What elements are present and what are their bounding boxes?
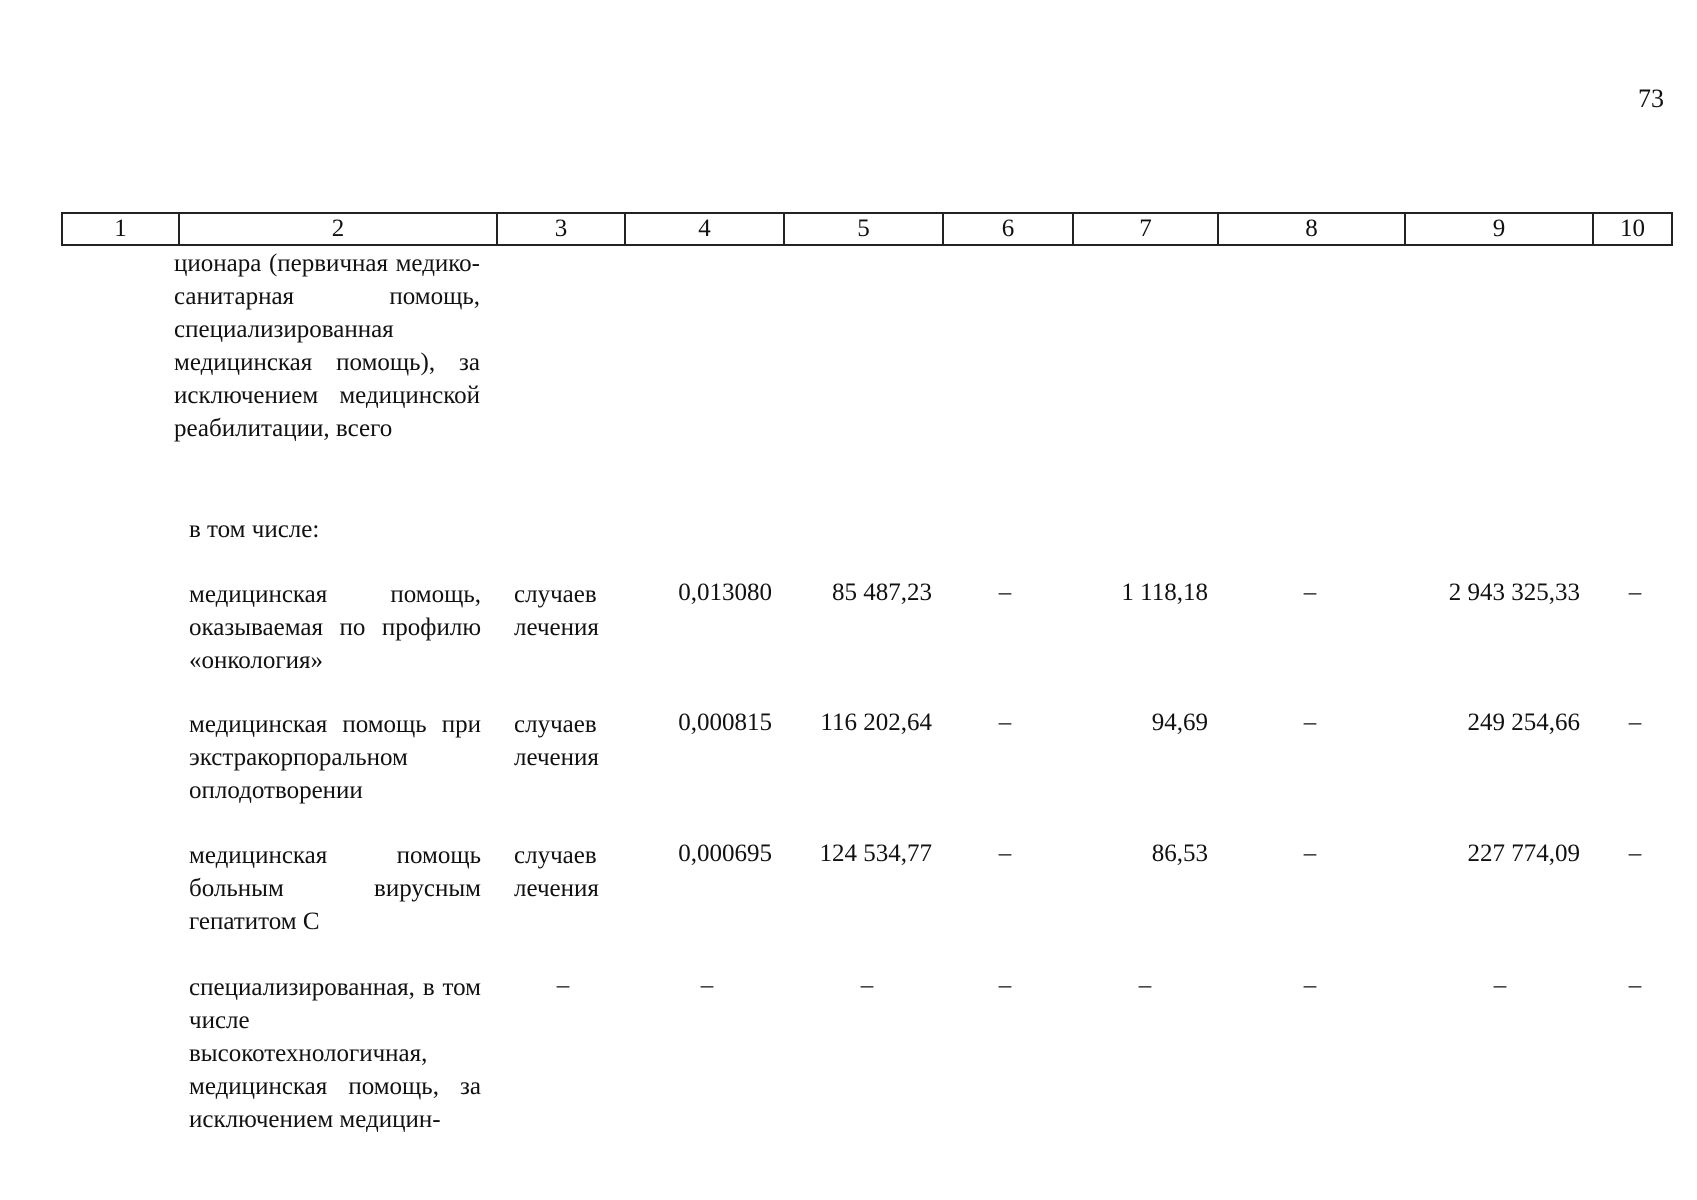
row-description: специализированная, в том числе высокотехнологичная, медицинская помощь, за исключением медицин- [189, 974, 481, 1133]
column-number-3: 3 [496, 214, 624, 244]
row-unit: случаев лечения [514, 581, 599, 641]
row-description: медицинская помощь больным вирусным гепатитом С [189, 842, 481, 935]
row-col10: – [1628, 579, 1642, 606]
row-col10: – [1628, 709, 1642, 736]
column-number-10: 10 [1592, 214, 1671, 244]
row-col8: – [1303, 709, 1317, 736]
column-number-7: 7 [1072, 214, 1217, 244]
column-number-6: 6 [942, 214, 1072, 244]
row-unit: случаев лечения [514, 842, 599, 902]
row-col5: 116 202,64 [820, 709, 932, 736]
row-col6: – [998, 579, 1012, 606]
intro-text: ционара (первичная медико-санитарная помощь, специализированная медицинская помощь), за исключением медицинской реабилитации, всего [174, 250, 480, 442]
row-col8: – [1303, 579, 1317, 606]
row-col4: 0,000695 [678, 840, 772, 867]
column-number-4: 4 [624, 214, 783, 244]
row-unit: – [556, 972, 570, 999]
column-number-1: 1 [114, 215, 127, 242]
row-col7: 86,53 [1151, 840, 1208, 867]
column-number-8: 8 [1217, 214, 1404, 244]
row-col6: – [998, 972, 1012, 999]
row-col8: – [1303, 972, 1317, 999]
column-number-2: 2 [178, 214, 496, 244]
row-col9: – [1493, 972, 1507, 999]
column-number-5: 5 [783, 214, 942, 244]
row-col4: 0,000815 [678, 709, 772, 736]
row-col4: – [700, 972, 714, 999]
row-col6: – [998, 840, 1012, 867]
row-col9: 249 254,66 [1467, 709, 1580, 736]
page-number: 73 [1638, 84, 1664, 113]
row-col7: – [1138, 972, 1152, 999]
row-unit: случаев лечения [514, 711, 599, 771]
row-col5: 85 487,23 [832, 579, 932, 606]
subheading: в том числе: [189, 516, 320, 543]
row-col7: 94,69 [1151, 709, 1208, 736]
row-description: медицинская помощь при экстракорпоральном оплодотворении [189, 711, 481, 804]
row-col5: 124 534,77 [819, 840, 932, 867]
row-col9: 227 774,09 [1467, 840, 1580, 867]
row-col7: 1 118,18 [1121, 579, 1208, 606]
row-description: медицинская помощь, оказываемая по профилю «онкология» [189, 581, 481, 674]
column-number-header [61, 212, 1673, 246]
row-col9: 2 943 325,33 [1448, 579, 1580, 606]
row-col5: – [860, 972, 874, 999]
row-col10: – [1628, 972, 1642, 999]
row-col4: 0,013080 [678, 579, 772, 606]
row-col8: – [1303, 840, 1317, 867]
column-number-9: 9 [1404, 214, 1592, 244]
row-col10: – [1628, 840, 1642, 867]
row-col6: – [998, 709, 1012, 736]
